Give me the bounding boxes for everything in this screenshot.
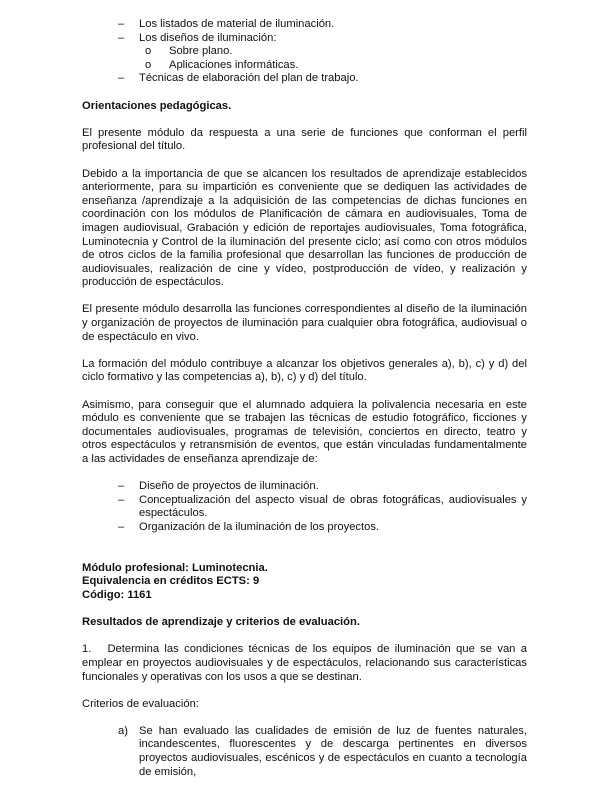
document-page (82, 18, 527, 779)
dash-marker: – (118, 72, 125, 85)
paragraph: El presente módulo desarrolla las funciones correspondientes al diseño de la iluminación y organización de proyectos de iluminación para cualquier obra fotográfica, audiovisual o de espectáculo en vivo. (82, 303, 527, 343)
section-heading: Orientaciones pedagógicas. (82, 99, 232, 112)
module-ects: Equivalencia en créditos ECTS: 9 (82, 575, 260, 588)
bullet-marker: o (145, 45, 152, 58)
paragraph: Asimismo, para conseguir que el alumnado adquiera la polivalencia necesaria en este módulo es conveniente que se trabajen las técnicas de estudio fotográfico, ficciones y documentales audiovisuales, programas de televisión, conciertos en directo, teatro y otros espectáculos y retransmisión de eventos, que están vinculadas fundamentalmente a las actividades de enseñanza aprendizaje de: (82, 398, 527, 465)
module-name: Módulo profesional: Luminotecnia. (82, 561, 268, 574)
list-item: – Organización de la iluminación de los proyectos. (118, 520, 380, 533)
section-heading: Resultados de aprendizaje y criterios de evaluación. (82, 616, 360, 629)
list-item: – Diseño de proyectos de iluminación. (118, 480, 319, 493)
criterion-marker: a) (118, 724, 128, 737)
list-item: – Conceptualización del aspecto visual de obras fotográficas, audiovisuales y espectáculos. (118, 493, 527, 520)
learning-outcome: 1. Determina las condiciones técnicas de los equipos de iluminación que se van a emplear en proyectos audiovisuales y de espectáculos, relacionando sus características funcionales y operativas con los usos a que se destinan. (82, 643, 527, 683)
dash-marker: – (118, 480, 125, 493)
paragraph: Debido a la importancia de que se alcancen los resultados de aprendizaje establecidos anteriormente, para su impartición es conveniente que se dediquen las actividades de enseñanza /aprendizaje a la adquisición de las competencias de dichas funciones en coordinación con los módulos de Planificación de cámara en audiovisuales, Toma de imagen audiovisual, Grabación y edición de reportajes audiovisuales, Toma fotográfica, Luminotecnia y Control de la iluminación del presente ciclo; así como con otros módulos de otros ciclos de la familia profesional que desarrollan las funciones de producción de audiovisuales, realización de cine y vídeo, postproducción de vídeo, y realización y producción de espectáculos. (82, 167, 527, 289)
dash-marker: – (118, 18, 125, 30)
paragraph: La formación del módulo contribuye a alcanzar los objetivos generales a), b), c) y d) del ciclo formativo y las competencias a), b), c) y d) del título. (82, 357, 527, 384)
materials-list-end (82, 72, 527, 86)
list-item: o Aplicaciones informáticas. (145, 58, 299, 71)
design-sublist (82, 45, 527, 72)
dash-marker: – (118, 520, 125, 533)
paragraph: El presente módulo da respuesta a una serie de funciones que conforman el perfil profesional del título. (82, 126, 527, 153)
dash-marker: – (118, 493, 125, 506)
list-item: – Los diseños de iluminación: (118, 31, 277, 44)
module-code: Código: 1161 (82, 588, 152, 601)
list-item: o Sobre plano. (145, 45, 233, 58)
list-item: – Los listados de material de iluminación. (118, 18, 335, 30)
dash-marker: – (118, 31, 125, 44)
materials-list (82, 18, 527, 45)
criterion-item: a) Se han evaluado las cualidades de emisión de luz de fuentes naturales, incandescentes, fluorescentes y de descarga pertinentes en diversos proyectos audiovisuales, escénicos y de espectáculos en cuanto a tecnología de emisión, (118, 724, 527, 778)
criteria-label: Criterios de evaluación: (82, 697, 199, 710)
list-item: – Técnicas de elaboración del plan de trabajo. (118, 72, 359, 85)
activities-list (82, 480, 527, 534)
bullet-marker: o (145, 58, 152, 71)
